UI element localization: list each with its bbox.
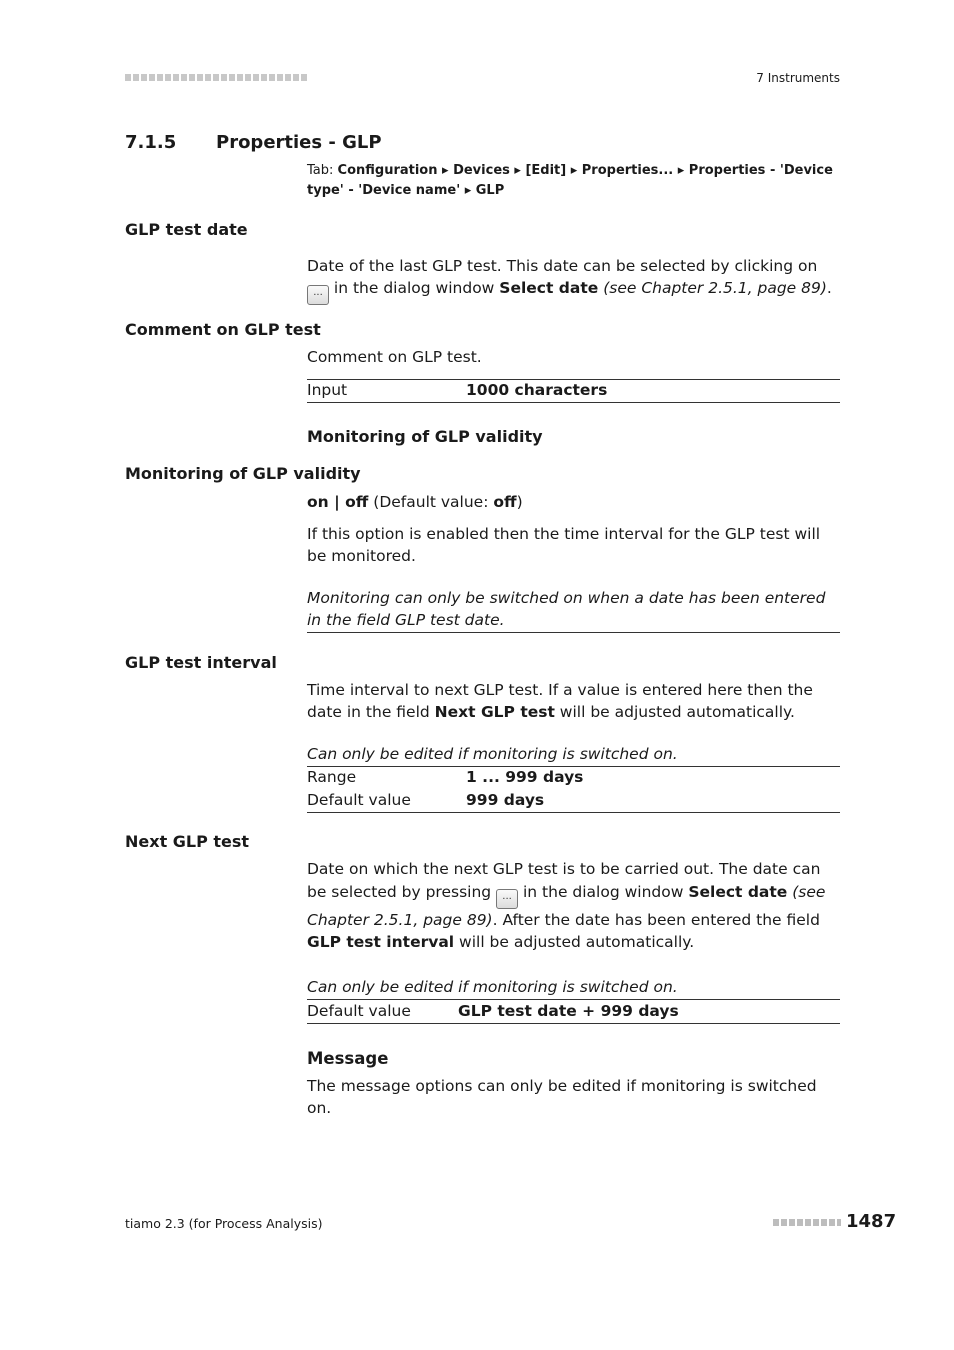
next-text2: in the dialog window xyxy=(518,882,689,901)
term-monitoring: Monitoring of GLP validity xyxy=(125,464,361,483)
table-value: 1000 characters xyxy=(466,381,608,399)
options-default-label: (Default value: xyxy=(368,493,494,511)
next-glp-test-label: Next GLP test xyxy=(434,703,555,721)
interval-description xyxy=(307,679,841,723)
options-end: ) xyxy=(516,493,523,511)
tab-path xyxy=(307,161,841,201)
table-row xyxy=(307,789,840,812)
monitoring-description: If this option is enabled then the time interval for the GLP test will be monitored. xyxy=(307,525,821,565)
footer-product: tiamo 2.3 (for Process Analysis) xyxy=(125,1216,323,1231)
section-title: Properties - GLP xyxy=(216,132,382,153)
table-rule xyxy=(307,1023,840,1024)
table-key: Input xyxy=(307,381,348,399)
comment-table xyxy=(307,379,840,402)
table-row xyxy=(307,379,840,402)
term-comment-on-glp-test: Comment on GLP test xyxy=(125,320,321,339)
next-text1: Date on which the next GLP test is to be carried out. The date can be selected by pressing xyxy=(307,860,821,901)
interval-note-text: Can only be edited if monitoring is switched on. xyxy=(307,745,678,763)
interval-table xyxy=(307,766,840,812)
next-note-text: Can only be edited if monitoring is switched on. xyxy=(307,978,678,996)
page-number: 1487 xyxy=(846,1211,897,1232)
next-note xyxy=(307,976,841,998)
interval-text1: Time interval to next GLP test. If a value is entered here then the date in the field xyxy=(307,681,813,721)
tab-prefix: Tab: xyxy=(307,163,338,178)
table-rule xyxy=(307,812,840,813)
next-table xyxy=(307,1000,840,1023)
chapter-header: 7 Instruments xyxy=(756,71,840,85)
table-row xyxy=(307,766,840,789)
chapter-reference: (see Chapter 2.5.1, page 89) xyxy=(598,279,827,297)
table-rule xyxy=(307,402,840,403)
section-number: 7.1.5 xyxy=(125,132,177,153)
glp-test-date-end: . xyxy=(826,279,832,297)
next-text3: . After the date has been entered the field xyxy=(492,910,820,929)
table-key: Range xyxy=(307,768,357,786)
next-description xyxy=(307,858,841,954)
table-key: Default value xyxy=(307,791,411,809)
select-date-label: Select date xyxy=(499,279,599,297)
ellipsis-button-icon: ... xyxy=(496,889,518,909)
ellipsis-button-icon: ... xyxy=(307,285,329,305)
glp-test-date-text: Date of the last GLP test. This date can be selected by clicking on xyxy=(307,257,818,275)
glp-test-date-text2: in the dialog window xyxy=(329,279,500,297)
options-default-value: off xyxy=(493,493,517,511)
options-values: on | off xyxy=(307,493,369,511)
footer-decoration xyxy=(773,1219,841,1226)
term-glp-test-interval: GLP test interval xyxy=(125,653,277,672)
monitoring-note-text: Monitoring can only be switched on when a date has been entered in the field GLP test date. xyxy=(307,589,826,629)
tab-path-text: Configuration ▸ Devices ▸ [Edit] ▸ Properties... ▸ Properties - 'Device type' - 'Device name' ▸ GLP xyxy=(307,163,833,198)
table-row xyxy=(307,1000,840,1023)
monitoring-subheading: Monitoring of GLP validity xyxy=(307,427,543,446)
next-text4: will be adjusted automatically. xyxy=(454,933,695,951)
monitoring-note xyxy=(307,587,841,631)
term-next-glp-test: Next GLP test xyxy=(125,832,250,851)
header-decoration xyxy=(125,74,307,81)
table-value: 999 days xyxy=(466,791,545,809)
monitoring-options xyxy=(307,491,841,513)
table-value: GLP test date + 999 days xyxy=(458,1002,679,1020)
select-date-label: Select date xyxy=(688,882,788,901)
comment-description: Comment on GLP test. xyxy=(307,348,482,366)
chapter-reference: (see Chapter 2.5.1, page 89) xyxy=(307,882,826,929)
message-description: The message options can only be edited if monitoring is switched on. xyxy=(307,1077,817,1117)
glp-test-interval-label: GLP test interval xyxy=(307,933,455,951)
message-heading: Message xyxy=(307,1049,389,1068)
glp-test-date-description xyxy=(307,255,841,305)
table-value: 1 ... 999 days xyxy=(466,768,584,786)
table-rule xyxy=(307,632,840,633)
interval-note xyxy=(307,743,841,765)
table-key: Default value xyxy=(307,1002,411,1020)
term-glp-test-date: GLP test date xyxy=(125,220,248,239)
interval-text2: will be adjusted automatically. xyxy=(554,703,795,721)
